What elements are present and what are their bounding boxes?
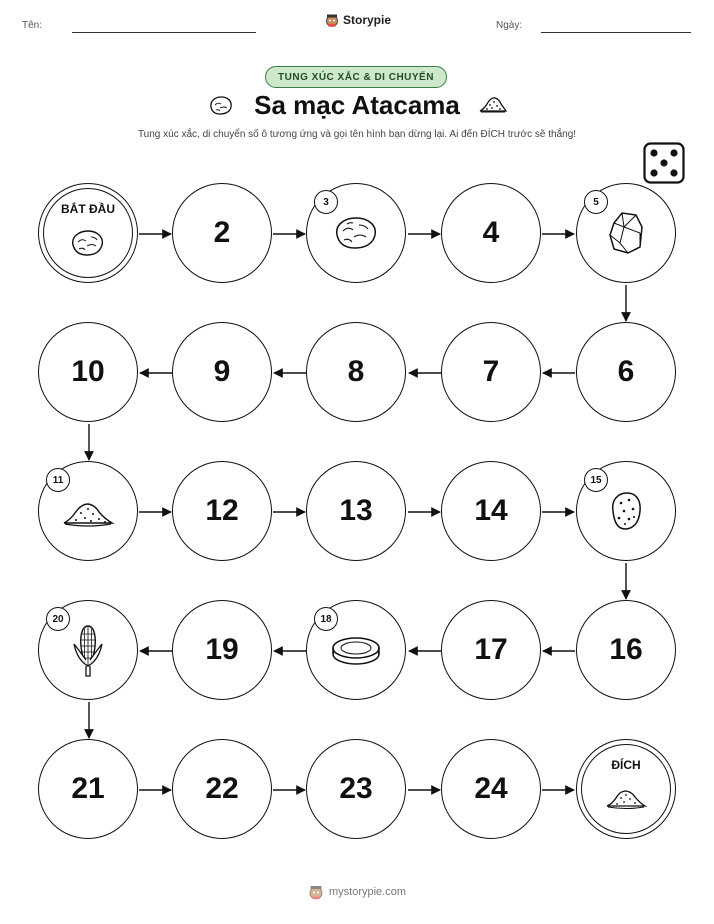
board-cell-6[interactable] xyxy=(576,322,676,422)
cell-badge-18: 18 xyxy=(314,607,338,631)
board-cell-7[interactable] xyxy=(441,322,541,422)
footer xyxy=(308,884,406,900)
board-cell-19[interactable] xyxy=(172,600,272,700)
board-cell-10[interactable] xyxy=(38,322,138,422)
cell-badge-20: 20 xyxy=(46,607,70,631)
board-cell-13[interactable] xyxy=(306,461,406,561)
board-cell-24[interactable] xyxy=(441,739,541,839)
board-cell-4[interactable] xyxy=(441,183,541,283)
board-cell-14[interactable] xyxy=(441,461,541,561)
instructions: Tung xúc xắc, di chuyển số ô tương ứng và gọi tên hình bạn dừng lại. Ai đến ĐÍCH trước sẽ thắng! xyxy=(137,129,577,140)
salt-pile-icon xyxy=(604,785,648,811)
cell-number: 2 xyxy=(213,216,231,249)
cell-number: 7 xyxy=(482,355,500,388)
cell-number: 22 xyxy=(205,772,239,805)
board-cell-12[interactable] xyxy=(172,461,272,561)
cell-number: 21 xyxy=(71,772,105,805)
potato-icon xyxy=(607,489,645,533)
cell-badge-3: 3 xyxy=(314,190,338,214)
board-cell-9[interactable] xyxy=(172,322,272,422)
cell-number: 9 xyxy=(213,355,231,388)
name-label: Tên: xyxy=(22,20,43,31)
board-cell-16[interactable] xyxy=(576,600,676,700)
cell-number: 24 xyxy=(474,772,508,805)
start-cell[interactable] xyxy=(38,183,138,283)
cell-badge-11: 11 xyxy=(46,468,70,492)
cell-number: 10 xyxy=(71,355,105,388)
cell-number: 14 xyxy=(474,494,508,527)
board-cell-22[interactable] xyxy=(172,739,272,839)
cell-number: 19 xyxy=(205,633,239,666)
cell-number: 23 xyxy=(339,772,373,805)
board-cell-2[interactable] xyxy=(172,183,272,283)
date-label: Ngày: xyxy=(496,20,523,31)
game-type-badge: TUNG XÚC XẮC & DI CHUYỂN xyxy=(265,66,447,88)
start-label: BẮT ĐẦU xyxy=(61,202,115,216)
finish-cell[interactable] xyxy=(576,739,676,839)
cell-number: 13 xyxy=(339,494,373,527)
finish-label: ĐÍCH xyxy=(611,758,641,772)
coin-icon xyxy=(330,634,382,668)
cell-number: 12 xyxy=(205,494,239,527)
cell-number: 16 xyxy=(609,633,643,666)
cell-badge-15: 15 xyxy=(584,468,608,492)
board-cell-21[interactable] xyxy=(38,739,138,839)
brand-name: Storypie xyxy=(343,13,392,27)
rock-icon xyxy=(69,227,107,259)
page-title: Sa mạc Atacama xyxy=(254,90,460,120)
crystal-rock-icon xyxy=(606,209,646,257)
footer-site[interactable]: mystorypie.com xyxy=(329,886,407,898)
board-cell-17[interactable] xyxy=(441,600,541,700)
board-cell-23[interactable] xyxy=(306,739,406,839)
corn-icon xyxy=(71,622,105,680)
cell-number: 6 xyxy=(617,355,635,388)
cell-badge-5: 5 xyxy=(584,190,608,214)
rock-icon xyxy=(332,213,380,253)
cell-number: 8 xyxy=(347,355,365,388)
mascot-icon xyxy=(308,884,324,900)
board-cell-8[interactable] xyxy=(306,322,406,422)
salt-pile-icon xyxy=(61,497,115,529)
cell-number: 17 xyxy=(474,633,508,666)
cell-number: 4 xyxy=(482,216,500,249)
